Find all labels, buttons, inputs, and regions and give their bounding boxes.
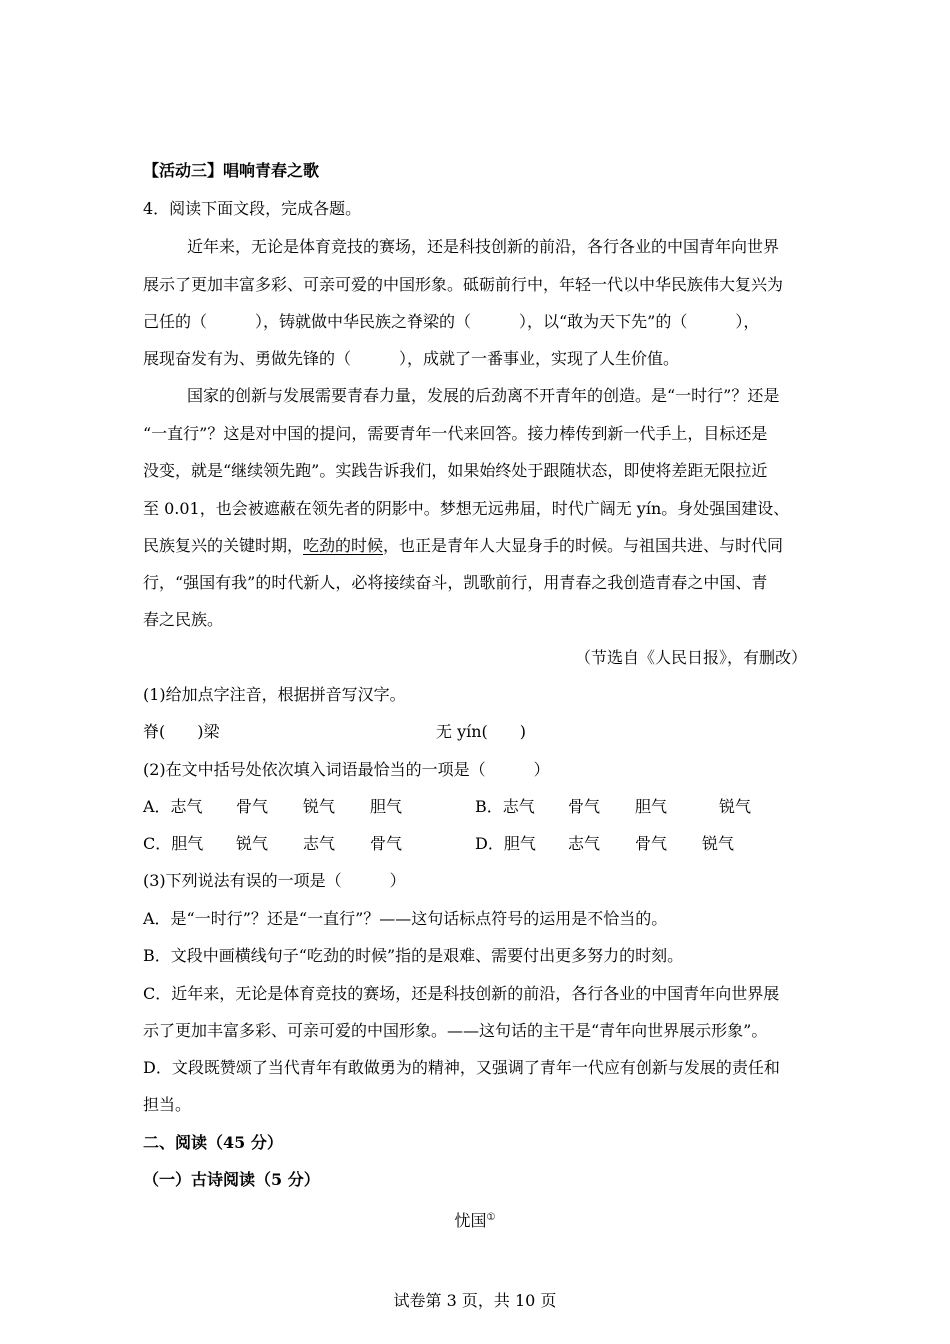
passage-line: 己任的（ ），铸就做中华民族之脊梁的（ ），以“敢为天下先”的（ ）， [143,312,760,331]
sub1-blank-b: 无 yín( ) [436,722,527,741]
passage-line [143,536,783,556]
passage-source: （节选自《人民日报》，有删改） [574,648,807,667]
option-word: 锐气 [702,834,735,853]
page-footer: 试卷第 3 页，共 10 页 [393,1291,557,1310]
poetry-sub-heading: （一）古诗阅读（5 分） [143,1170,320,1189]
option-label: A．志气 [143,797,203,816]
passage-line: 近年来，无论是体育竞技的赛场，还是科技创新的前沿，各行各业的中国青年向世界 [187,237,780,256]
passage-line: “一直行”？这是对中国的提问，需要青年一代来回答。接力棒传到新一代手上，目标还是 [143,424,768,443]
option-word: 骨气 [635,834,668,853]
option-label: D．胆气 [475,834,536,853]
passage-text: ，也正是青年人大显身手的时候。与祖国共进、与时代同 [383,536,784,555]
passage-line: 行，“强国有我”的时代新人，必将接续奋斗，凯歌前行，用青春之我创造青春之中国、青 [143,573,768,592]
underlined-phrase: 吃劲的时候 [303,536,384,555]
option-word: 骨气 [568,797,601,816]
footnote-marker: ① [486,1212,496,1223]
option-word: 志气 [568,834,601,853]
option-word: 志气 [303,834,336,853]
option-word: 锐气 [236,834,269,853]
passage-line: 展示了更加丰富多彩、可亲可爱的中国形象。砥砺前行中，年轻一代以中华民族伟大复兴为 [143,275,784,294]
option-label: C．胆气 [143,834,204,853]
sub2-prompt: (2)在文中括号处依次填入词语最恰当的一项是（ ） [143,760,550,779]
passage-line: 国家的创新与发展需要青春力量，发展的后劲离不开青年的创造。是“一时行”？还是 [187,386,780,405]
sub3-option: B．文段中画横线句子“吃劲的时候”指的是艰难、需要付出更多努力的时刻。 [143,946,684,965]
sub3-option: A．是“一时行”？还是“一直行”？——这句话标点符号的运用是不恰当的。 [143,909,668,928]
sub3-option: C．近年来，无论是体育竞技的赛场，还是科技创新的前沿，各行各业的中国青年向世界展 [143,984,780,1003]
sub3-prompt: (3)下列说法有误的一项是（ ） [143,871,406,890]
option-word: 锐气 [719,797,752,816]
option-word: 锐气 [303,797,336,816]
poem-title [0,1208,950,1231]
question-4-prompt: 4．阅读下面文段，完成各题。 [143,199,362,218]
passage-line: 春之民族。 [143,610,224,629]
sub3-option: 担当。 [143,1095,192,1114]
passage-line: 至 0.01，也会被遮蔽在领先者的阴影中。梦想无远弗届，时代广阔无 yín。身处强国建设、 [143,499,790,518]
option-word: 胆气 [635,797,668,816]
sub3-option: D．文段既赞颂了当代青年有敢做勇为的精神，又强调了青年一代应有创新与发展的责任和 [143,1058,780,1077]
section-2-heading: 二、阅读（45 分） [143,1133,283,1152]
option-word: 骨气 [236,797,269,816]
passage-text: 民族复兴的关键时期， [143,536,304,555]
option-word: 胆气 [370,797,403,816]
poem-title-text: 忧国 [454,1211,487,1230]
passage-line: 展现奋发有为、勇做先锋的（ ），成就了一番事业，实现了人生价值。 [143,349,680,368]
sub1-blank-a: 脊( )梁 [143,722,220,741]
passage-line: 没变，就是“继续领先跑”。实践告诉我们，如果始终处于跟随状态，即使将差距无限拉近 [143,461,768,480]
activity-heading: 【活动三】唱响青春之歌 [143,161,320,180]
sub1-prompt: (1)给加点字注音，根据拼音写汉字。 [143,685,406,704]
sub3-option: 示了更加丰富多彩、可亲可爱的中国形象。——这句话的主干是“青年向世界展示形象”。 [143,1021,768,1040]
option-word: 骨气 [370,834,403,853]
option-label: B．志气 [475,797,535,816]
